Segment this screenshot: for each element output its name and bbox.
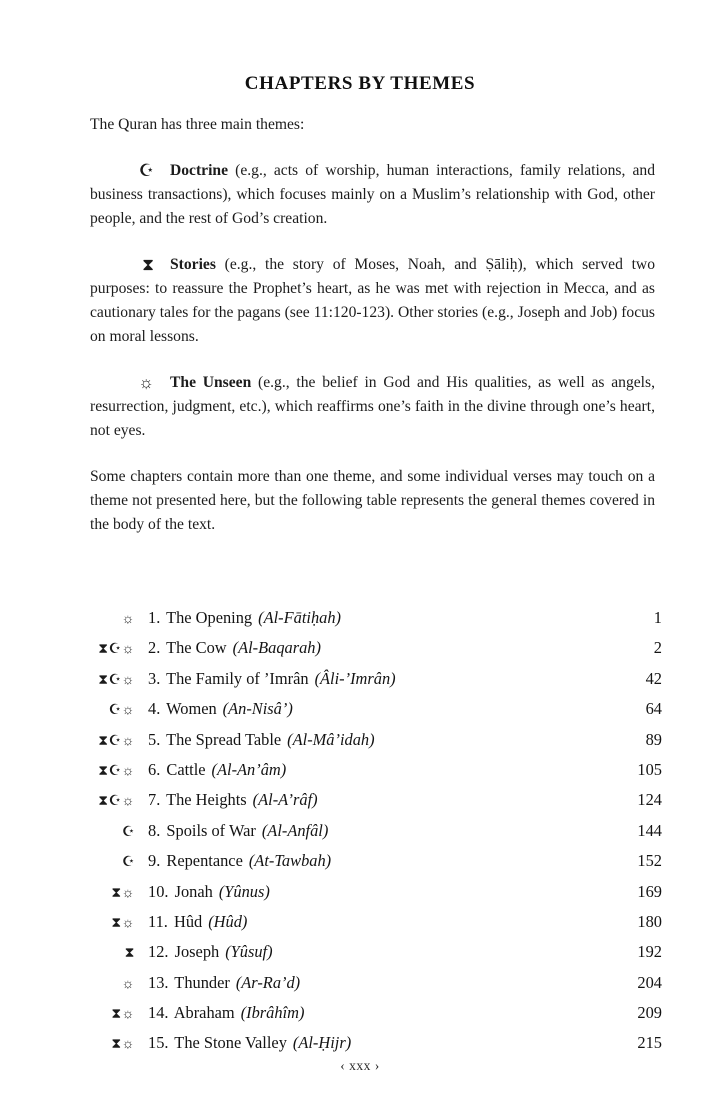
- theme-name-stories: Stories: [170, 256, 216, 273]
- chapter-theme-icons: [62, 917, 134, 931]
- chapter-transliteration: (Yûsuf): [225, 942, 273, 962]
- chapter-number: 9.: [148, 851, 161, 871]
- chapter-title-cell: [134, 1003, 598, 1023]
- chapter-name: The Spread Table: [162, 729, 282, 749]
- chapter-name: The Stone Valley: [170, 1033, 287, 1053]
- sun-icon: ☼: [121, 794, 134, 810]
- chapter-transliteration: (Âli-’Imrân): [314, 668, 396, 688]
- chapter-transliteration: (Yûnus): [218, 881, 270, 901]
- chapter-transliteration: (Ar-Ra’d): [235, 972, 301, 992]
- chapter-title-cell: [134, 760, 598, 780]
- page-footer: ‹ xxx ›: [340, 1058, 380, 1073]
- hourglass-icon: ⧗: [98, 733, 108, 749]
- table-row: [62, 821, 662, 851]
- sun-icon: ☼: [121, 763, 134, 779]
- chapter-theme-icons: [62, 704, 134, 718]
- sun-icon: ☼: [121, 703, 134, 719]
- chapter-title-cell: [134, 669, 598, 689]
- chapter-number: 1.: [148, 608, 161, 627]
- chapter-theme-icons: [62, 735, 134, 749]
- chapter-title-cell: [134, 821, 598, 841]
- theme-paragraph-doctrine: [90, 159, 655, 231]
- chapter-title-cell: [134, 699, 598, 719]
- chapter-transliteration: (An-Nisâ’): [222, 699, 293, 719]
- theme-paragraph-stories: [90, 253, 655, 349]
- chapter-name: Repentance: [162, 851, 243, 871]
- chapter-number: 4.: [148, 699, 161, 719]
- table-row: [62, 882, 662, 912]
- sun-icon: ☼: [121, 1007, 134, 1023]
- chapter-theme-icons: [62, 887, 134, 901]
- chapter-title-cell: [134, 851, 598, 871]
- crescent-star-icon: ☪: [108, 763, 121, 779]
- chapter-page-number: 42: [645, 668, 662, 688]
- sun-icon: ☼: [121, 672, 134, 688]
- chapter-number: 5.: [148, 729, 161, 749]
- chapter-theme-icons: [62, 856, 134, 870]
- chapter-title-cell: [134, 882, 598, 902]
- chapter-page-number: 152: [637, 851, 662, 871]
- theme-description-stories: (e.g., the story of Moses, Noah, and Ṣāliḥ), which served two purposes: to reassure the Prophet’s heart, as he was met with rejection in Mecca, and as cautionary tales for the pagans (see 11:120-123). Other stories (e.g., Joseph and Job) focus on moral lessons.: [90, 256, 655, 345]
- table-row: [62, 760, 662, 790]
- chapter-theme-icons: [62, 978, 134, 992]
- hourglass-icon: ⧗: [98, 642, 108, 658]
- chapter-number: 10.: [148, 881, 169, 901]
- chapter-title-cell: [134, 730, 598, 750]
- chapter-title-cell: [134, 973, 598, 993]
- sun-icon: ☼: [121, 915, 134, 931]
- crescent-star-icon: ☪: [108, 703, 121, 719]
- hourglass-icon: ⧗: [111, 1037, 121, 1053]
- chapter-title-cell: [134, 790, 598, 810]
- table-row: [62, 699, 662, 729]
- chapter-page-number: 89: [645, 729, 662, 749]
- chapter-page-number: 169: [637, 881, 662, 901]
- intro-paragraph: The Quran has three main themes:: [90, 116, 305, 133]
- chapter-theme-icons: [62, 765, 134, 779]
- chapter-name: Cattle: [162, 759, 206, 779]
- chapter-name: Women: [162, 699, 217, 719]
- table-row: [62, 790, 662, 820]
- chapter-title-cell: [134, 1033, 598, 1053]
- chapter-name: The Heights: [162, 790, 247, 810]
- chapter-number: 15.: [148, 1033, 169, 1053]
- hourglass-icon: ⧗: [98, 672, 108, 688]
- hourglass-icon: ⧗: [142, 255, 154, 274]
- chapter-page-number: 209: [637, 1003, 662, 1023]
- chapter-name: The Family of ’Imrân: [162, 668, 309, 688]
- table-row: [62, 942, 662, 972]
- chapter-page-number: 144: [637, 820, 662, 840]
- closing-paragraph: Some chapters contain more than one theme, and some individual verses may touch on a theme not presented here, but the following table represents the general themes covered in the body of the text.: [90, 468, 655, 533]
- chapter-theme-icons: [62, 613, 134, 627]
- chapter-page-number: 64: [645, 699, 662, 719]
- chapter-number: 3.: [148, 668, 161, 688]
- table-row: [62, 730, 662, 760]
- chapter-page-number: 105: [637, 759, 662, 779]
- chapter-number: 7.: [148, 790, 161, 810]
- crescent-star-icon: ☪: [121, 824, 134, 840]
- table-row: [62, 973, 662, 1003]
- chapter-name: Thunder: [170, 972, 230, 992]
- chapter-transliteration: (Al-An’âm): [211, 759, 287, 779]
- hourglass-icon: ⧗: [98, 794, 108, 810]
- crescent-star-icon: ☪: [138, 161, 154, 180]
- chapter-title-cell: [134, 608, 598, 628]
- table-row: [62, 912, 662, 942]
- chapter-number: 2.: [148, 638, 161, 658]
- chapter-number: 6.: [148, 759, 161, 779]
- chapter-theme-icons: [62, 643, 134, 657]
- chapter-transliteration: (Hûd): [208, 911, 248, 931]
- sun-icon: ☼: [121, 976, 134, 992]
- chapter-theme-icons: [62, 1008, 134, 1022]
- chapter-transliteration: (Al-Mâ’idah): [287, 729, 375, 749]
- hourglass-icon: ⧗: [111, 1007, 121, 1023]
- hourglass-icon: ⧗: [111, 885, 121, 901]
- chapter-name: Abraham: [170, 1003, 235, 1023]
- hourglass-icon: ⧗: [124, 946, 134, 962]
- sun-icon: ☼: [121, 642, 134, 658]
- chapter-transliteration: (Al-A’râf): [252, 790, 318, 810]
- chapter-theme-icons: [62, 947, 134, 961]
- chapter-transliteration: (At-Tawbah): [248, 851, 332, 871]
- chapter-page-number: 215: [637, 1033, 662, 1053]
- chapter-title-cell: [134, 638, 598, 658]
- chapter-page-number: 124: [637, 790, 662, 810]
- chapter-page-number: 192: [637, 942, 662, 962]
- sun-icon: ☼: [138, 373, 154, 392]
- sun-icon: ☼: [121, 885, 134, 901]
- table-row: [62, 638, 662, 668]
- chapter-number: 11.: [148, 911, 168, 931]
- crescent-star-icon: ☪: [108, 794, 121, 810]
- chapter-name: The Cow: [162, 638, 227, 658]
- body-text-column: [90, 113, 655, 537]
- theme-name-doctrine: Doctrine: [170, 162, 229, 179]
- chapter-theme-icons: [62, 795, 134, 809]
- crescent-star-icon: ☪: [108, 733, 121, 749]
- sun-icon: ☼: [121, 733, 134, 749]
- chapter-number: 12.: [148, 942, 169, 962]
- theme-paragraph-unseen: [90, 371, 655, 443]
- chapter-theme-table: [62, 608, 662, 1064]
- chapter-page-number: 2: [653, 638, 662, 658]
- theme-description-unseen: (e.g., the belief in God and His qualities, as well as angels, resurrection, judgment, etc.), which reaffirms one’s faith in the divine through one’s heart, not eyes.: [90, 374, 655, 439]
- chapter-transliteration: (Al-Anfâl): [261, 820, 329, 840]
- table-row: [62, 669, 662, 699]
- chapter-number: 13.: [148, 972, 169, 992]
- theme-description-doctrine: (e.g., acts of worship, human interactions, family relations, and business transactions), which focuses mainly on a Muslim’s relationship with God, other people, and the rest of God’s creation.: [90, 162, 655, 227]
- chapter-name: Spoils of War: [162, 820, 256, 840]
- hourglass-icon: ⧗: [98, 763, 108, 779]
- chapter-page-number: 204: [637, 972, 662, 992]
- theme-name-unseen: The Unseen: [170, 374, 252, 391]
- table-row: [62, 1003, 662, 1033]
- chapter-transliteration: (Ibrâhîm): [240, 1003, 305, 1023]
- chapter-name: Hûd: [169, 911, 203, 931]
- sun-icon: ☼: [121, 1037, 134, 1053]
- chapter-page-number: 1: [653, 608, 662, 627]
- chapter-transliteration: (Al-Baqarah): [232, 638, 321, 658]
- chapter-name: The Opening: [162, 608, 253, 627]
- chapter-name: Joseph: [170, 942, 220, 962]
- table-row: [62, 608, 662, 638]
- chapter-number: 14.: [148, 1003, 169, 1023]
- chapter-title-cell: [134, 942, 598, 962]
- crescent-star-icon: ☪: [121, 855, 134, 871]
- sun-icon: ☼: [121, 612, 134, 627]
- table-row: [62, 851, 662, 881]
- chapter-page-number: 180: [637, 911, 662, 931]
- chapter-number: 8.: [148, 820, 161, 840]
- chapter-theme-icons: [62, 1038, 134, 1052]
- page-title: CHAPTERS BY THEMES: [244, 72, 476, 94]
- chapter-transliteration: (Al-Ḥijr): [292, 1033, 352, 1053]
- chapter-transliteration: (Al-Fātiḥah): [258, 608, 341, 627]
- chapter-theme-icons: [62, 826, 134, 840]
- crescent-star-icon: ☪: [108, 642, 121, 658]
- crescent-star-icon: ☪: [108, 672, 121, 688]
- chapter-theme-icons: [62, 674, 134, 688]
- chapter-name: Jonah: [170, 881, 213, 901]
- chapter-title-cell: [134, 912, 598, 932]
- hourglass-icon: ⧗: [111, 915, 121, 931]
